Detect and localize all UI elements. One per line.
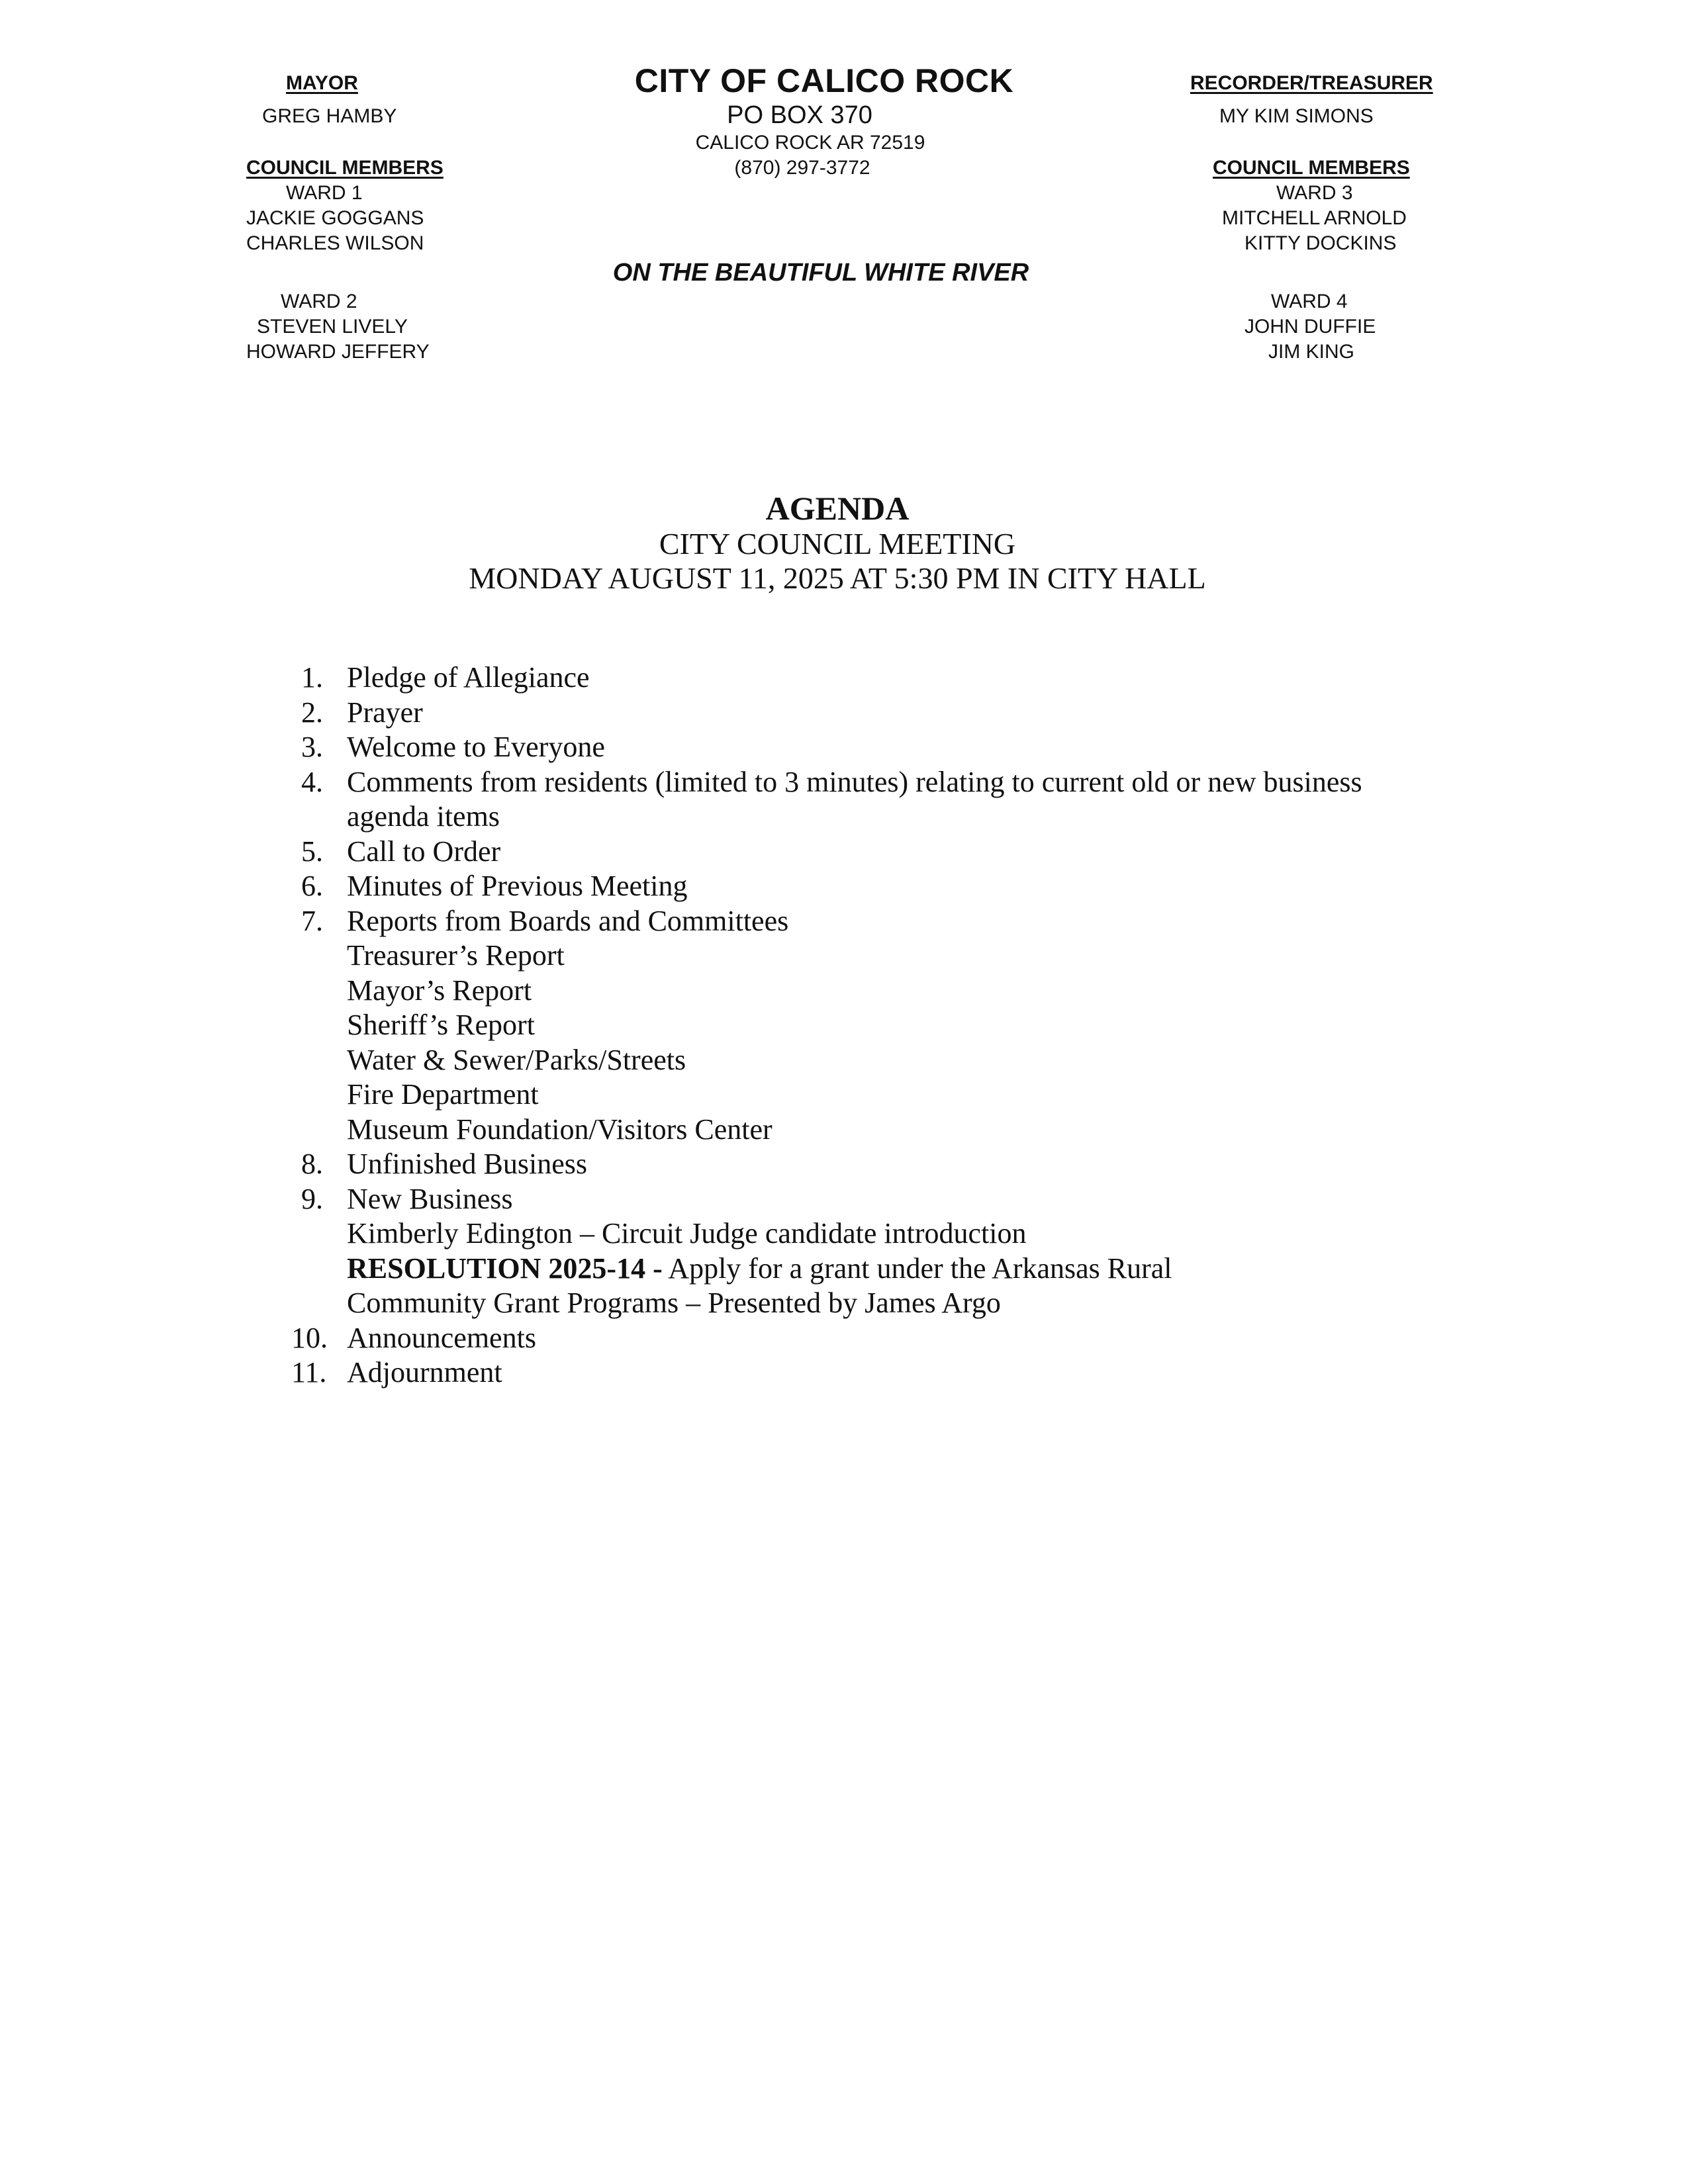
agenda-item [291, 1355, 1483, 1390]
sub-item-candidate-introduction: Kimberly Edington – Circuit Judge candidate introduction [347, 1217, 1027, 1250]
mayor-name: GREG HAMBY [262, 105, 397, 127]
agenda-title: AGENDA [765, 490, 910, 527]
item-number: 8. [301, 1148, 323, 1180]
sub-item-water-sewer-parks-streets: Water & Sewer/Parks/Streets [347, 1043, 686, 1076]
city-name: CITY OF CALICO ROCK [634, 62, 1014, 99]
sub-item-mayors-report: Mayor’s Report [347, 974, 532, 1007]
item-number: 10. [291, 1321, 328, 1354]
city-tagline: ON THE BEAUTIFUL WHITE RIVER [612, 259, 1029, 287]
agenda-item [291, 765, 1483, 835]
agenda-item [291, 1182, 1483, 1321]
council-members-heading-left: COUNCIL MEMBERS [246, 157, 444, 179]
sub-item-museum-foundation: Museum Foundation/Visitors Center [347, 1113, 773, 1146]
agenda-item [291, 1321, 1483, 1356]
item-text: Welcome to Everyone [347, 731, 605, 763]
item-number: 6. [301, 870, 323, 902]
item-text: Call to Order [347, 835, 501, 868]
sub-item-resolution [347, 1251, 1483, 1287]
item-number: 1. [301, 661, 323, 694]
po-box: PO BOX 370 [727, 101, 872, 129]
item-text: Comments from residents (limited to 3 minutes) relating to current old or new business [347, 765, 1362, 798]
agenda-item [291, 660, 1483, 696]
resolution-label: RESOLUTION 2025-14 - [347, 1251, 663, 1285]
ward1-member-1: JACKIE GOGGANS [246, 207, 424, 229]
agenda-list [291, 660, 1483, 1390]
resolution-text-continued: Community Grant Programs – Presented by James Argo [347, 1287, 1001, 1319]
item-number: 4. [301, 765, 323, 798]
item-text: Announcements [347, 1321, 536, 1354]
item-number: 9. [301, 1182, 323, 1215]
item-number: 7. [301, 904, 323, 937]
agenda-item [291, 696, 1483, 731]
item-text: Minutes of Previous Meeting [347, 870, 688, 902]
sub-item-fire-department: Fire Department [347, 1078, 539, 1111]
ward4-label: WARD 4 [1271, 291, 1348, 312]
ward4-member-1: JOHN DUFFIE [1244, 316, 1376, 338]
item-number: 11. [291, 1356, 327, 1388]
city-state-zip: CALICO ROCK AR 72519 [695, 132, 925, 154]
item-text: Pledge of Allegiance [347, 661, 590, 694]
agenda-item [291, 904, 1483, 1148]
item-text: Unfinished Business [347, 1148, 587, 1180]
recorder-treasurer-heading: RECORDER/TREASURER [1190, 72, 1433, 94]
ward3-member-2: KITTY DOCKINS [1244, 232, 1397, 254]
item-text-continued: agenda items [347, 800, 500, 833]
recorder-treasurer-name: MY KIM SIMONS [1219, 105, 1374, 127]
council-members-heading-right: COUNCIL MEMBERS [1213, 157, 1410, 179]
item-text: New Business [347, 1182, 513, 1215]
ward2-member-1: STEVEN LIVELY [257, 316, 408, 338]
resolution-text: Apply for a grant under the Arkansas Rural [662, 1251, 1172, 1285]
phone-number: (870) 297-3772 [734, 157, 870, 179]
agenda-item [291, 869, 1483, 904]
agenda-item [291, 730, 1483, 765]
sub-item-treasurers-report: Treasurer’s Report [347, 939, 565, 972]
ward4-member-2: JIM KING [1268, 341, 1355, 363]
item-text: Reports from Boards and Committees [347, 904, 789, 937]
item-text: Prayer [347, 696, 423, 729]
mayor-heading: MAYOR [286, 72, 358, 94]
agenda-item [291, 1147, 1483, 1182]
ward3-label: WARD 3 [1276, 182, 1353, 204]
ward1-label: WARD 1 [286, 182, 363, 204]
sub-item-sheriffs-report: Sheriff’s Report [347, 1009, 535, 1041]
item-text: Adjournment [347, 1356, 502, 1388]
ward2-member-2: HOWARD JEFFERY [246, 341, 430, 363]
ward1-member-2: CHARLES WILSON [246, 232, 424, 254]
item-number: 2. [301, 696, 323, 729]
agenda-date-line: MONDAY AUGUST 11, 2025 AT 5:30 PM IN CITY HALL [469, 561, 1206, 595]
item-number: 3. [301, 731, 323, 763]
ward2-label: WARD 2 [281, 291, 357, 312]
agenda-subtitle: CITY COUNCIL MEETING [659, 527, 1016, 561]
ward3-member-1: MITCHELL ARNOLD [1222, 207, 1407, 229]
item-number: 5. [301, 835, 323, 868]
agenda-item [291, 835, 1483, 870]
